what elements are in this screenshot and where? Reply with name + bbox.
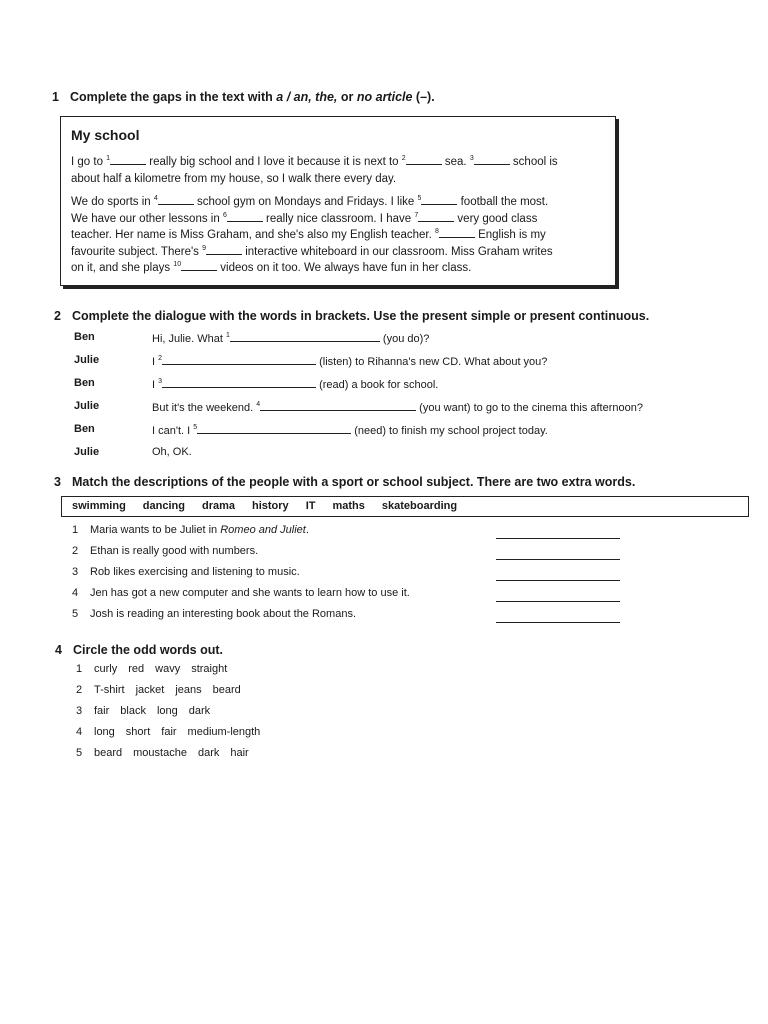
word-option[interactable]: long [156, 705, 178, 717]
t: really big school and I love it because it is next to [146, 156, 402, 168]
t: Josh is reading an interesting book about the Romans. [90, 608, 356, 620]
item-number: 1 [72, 524, 79, 536]
ex3-instruction: Match the descriptions of the people with a sport or school subject. There are two extra words. [72, 475, 636, 489]
t: Jen has got a new computer and she wants to learn how to use it. [90, 587, 410, 599]
t: interactive whiteboard in our classroom. Miss Graham writes [242, 245, 553, 258]
dialogue-line-5 [152, 423, 548, 437]
speaker-julie: Julie [74, 354, 100, 366]
ex1-instr-b: a / an, the, [276, 90, 338, 104]
word-swimming: swimming [72, 500, 126, 512]
answer-line-5[interactable] [496, 621, 620, 623]
dialogue-line-2 [152, 354, 547, 368]
gap-number: 1 [106, 155, 111, 162]
gap-10[interactable] [181, 260, 217, 271]
answer-line-4[interactable] [496, 600, 620, 602]
ex1-instr-e: (–). [412, 90, 435, 104]
t: I [152, 356, 159, 368]
t: (read) a book for school. [316, 379, 439, 391]
word-option[interactable]: fair [161, 726, 177, 738]
speaker-julie: Julie [74, 400, 100, 412]
t: favourite subject. There's [71, 245, 203, 258]
gap-number: 1 [225, 332, 230, 339]
item-number: 4 [72, 587, 79, 599]
word-drama: drama [201, 500, 235, 512]
t: Rob likes exercising and listening to music. [90, 566, 300, 578]
word-option[interactable]: short [125, 726, 151, 738]
ex2-number: 2 [54, 309, 61, 323]
dialogue-gap-1[interactable] [230, 331, 380, 342]
item-number: 3 [76, 705, 83, 717]
paragraph-2 [71, 194, 553, 277]
gap-4[interactable] [158, 194, 194, 205]
gap-2[interactable] [406, 154, 442, 165]
match-item-3 [72, 566, 300, 578]
word-option[interactable]: black [120, 705, 146, 717]
para2-line2 [71, 211, 553, 228]
t: Hi, Julie. What [152, 333, 226, 345]
word-option[interactable]: medium-length [187, 726, 261, 738]
ex1-heading [52, 90, 435, 104]
word-it: IT [305, 500, 316, 512]
dialogue-gap-3[interactable] [162, 377, 316, 388]
item-number: 2 [72, 545, 79, 557]
ex1-instr-c: or [337, 90, 357, 104]
t: I [152, 379, 159, 391]
speaker-ben: Ben [74, 423, 95, 435]
word-option[interactable]: wavy [155, 663, 181, 675]
t: English is my [474, 229, 546, 241]
odd-word-row-4 [76, 726, 271, 738]
match-item-2 [72, 545, 258, 557]
dialogue-line-6: Oh, OK. [152, 446, 192, 458]
t: We have our other lessons in [71, 212, 223, 225]
gap-number: 2 [401, 155, 406, 162]
paragraph-1 [71, 154, 558, 187]
gap-9[interactable] [206, 244, 242, 255]
gap-7[interactable] [418, 211, 454, 222]
match-item-1 [72, 524, 309, 536]
odd-word-row-1 [76, 663, 238, 675]
t: teacher. Her name is Miss Graham, and she's also my English teacher. [71, 229, 435, 241]
para2-line4 [71, 244, 553, 261]
word-option[interactable]: fair [94, 705, 110, 717]
t: . [305, 524, 309, 536]
dialogue-gap-4[interactable] [260, 400, 416, 411]
gap-number: 7 [414, 211, 419, 219]
gap-3[interactable] [474, 154, 510, 165]
gap-number: 4 [153, 195, 158, 202]
word-history: history [252, 500, 289, 512]
ex4-heading [55, 643, 223, 657]
gap-6[interactable] [227, 211, 263, 222]
word-option[interactable]: red [128, 663, 145, 675]
word-box [61, 496, 749, 517]
dialogue-line-1 [152, 331, 429, 345]
word-option[interactable]: curly [94, 663, 118, 675]
t: (need) to finish my school project today. [351, 425, 548, 437]
ex2-heading [54, 309, 649, 323]
box-title: My school [71, 127, 140, 143]
dialogue-line-3 [152, 377, 438, 391]
ex1-instr-a: Complete the gaps in the text with [70, 90, 277, 104]
word-dancing: dancing [142, 500, 185, 512]
t: Maria wants to be Juliet in [90, 524, 221, 536]
t: (you do)? [379, 333, 430, 345]
para2-line5 [71, 260, 553, 277]
ex4-number: 4 [55, 643, 62, 657]
t: football the most. [457, 196, 549, 208]
t: But it's the weekend. [152, 402, 257, 414]
odd-word-row-5 [76, 747, 260, 759]
answer-line-1[interactable] [496, 537, 620, 539]
word-option[interactable]: beard [212, 684, 241, 696]
word-option[interactable]: beard [94, 747, 123, 759]
speaker-ben: Ben [74, 377, 95, 389]
word-option[interactable]: dark [188, 705, 211, 717]
t: Ethan is really good with numbers. [90, 545, 259, 557]
t: Romeo and Juliet [220, 524, 306, 536]
gap-number: 2 [158, 355, 163, 362]
t: videos on it too. We always have fun in her class. [217, 262, 472, 274]
gap-1[interactable] [110, 154, 146, 165]
gap-number: 10 [173, 261, 182, 268]
ex2-instruction: Complete the dialogue with the words in brackets. Use the present simple or present continuous. [72, 309, 650, 323]
gap-number: 3 [158, 378, 163, 385]
dialogue-line-4 [152, 400, 643, 414]
word-option[interactable]: jacket [135, 684, 165, 696]
answer-line-2[interactable] [496, 558, 620, 560]
t: (listen) to Rihanna's new CD. What about you? [316, 356, 548, 368]
item-number: 3 [72, 566, 79, 578]
match-item-4 [72, 587, 410, 599]
item-number: 1 [76, 663, 83, 675]
word-option[interactable]: T-shirt [94, 684, 125, 696]
odd-word-row-2 [76, 684, 252, 696]
dialogue-gap-2[interactable] [162, 354, 316, 365]
odd-word-row-3 [76, 705, 221, 717]
item-number: 2 [76, 684, 83, 696]
item-number: 5 [76, 747, 83, 759]
gap-8[interactable] [439, 227, 475, 238]
para1-line1 [71, 154, 558, 171]
para1-line2: about half a kilometre from my house, so I walk there every day. [71, 172, 397, 185]
word-option[interactable]: straight [191, 663, 228, 675]
word-option[interactable]: moustache [133, 747, 187, 759]
para2-line3 [71, 227, 553, 244]
item-number: 4 [76, 726, 83, 738]
word-skateboarding: skateboarding [381, 500, 458, 512]
gap-number: 6 [222, 211, 227, 219]
t: really nice classroom. I have [262, 212, 415, 225]
ex4-instruction: Circle the odd words out. [73, 643, 224, 657]
word-maths: maths [332, 500, 365, 512]
speaker-ben: Ben [74, 331, 95, 343]
gap-number: 5 [417, 195, 422, 202]
answer-line-3[interactable] [496, 579, 620, 581]
word-option[interactable]: long [94, 726, 115, 738]
word-option[interactable]: hair [230, 747, 249, 759]
t: We do sports in [71, 196, 154, 208]
t: very good class [454, 212, 538, 225]
t: sea. [441, 156, 470, 168]
gap-number: 9 [202, 244, 207, 252]
word-option[interactable]: dark [197, 747, 220, 759]
gap-number: 4 [256, 401, 261, 408]
t: on it, and she plays [71, 262, 174, 274]
ex1-number: 1 [52, 90, 59, 104]
gap-number: 5 [193, 424, 198, 431]
t: (you want) to go to the cinema this afternoon? [416, 402, 643, 414]
para2-line1 [71, 194, 553, 211]
gap-number: 8 [434, 228, 439, 235]
ex3-heading [54, 475, 635, 489]
speaker-julie: Julie [74, 446, 100, 458]
t: school is [509, 156, 558, 168]
item-number: 5 [72, 608, 79, 620]
my-school-textbox [60, 116, 616, 286]
ex3-number: 3 [54, 475, 61, 489]
gap-5[interactable] [421, 194, 457, 205]
word-option[interactable]: jeans [175, 684, 202, 696]
ex1-instr-d: no article [356, 90, 413, 104]
t: school gym on Mondays and Fridays. I like [193, 196, 418, 208]
match-item-5 [72, 608, 356, 620]
gap-number: 3 [469, 155, 474, 162]
t: I can't. I [152, 425, 194, 437]
dialogue-gap-5[interactable] [197, 423, 351, 434]
t: I go to [71, 156, 107, 168]
